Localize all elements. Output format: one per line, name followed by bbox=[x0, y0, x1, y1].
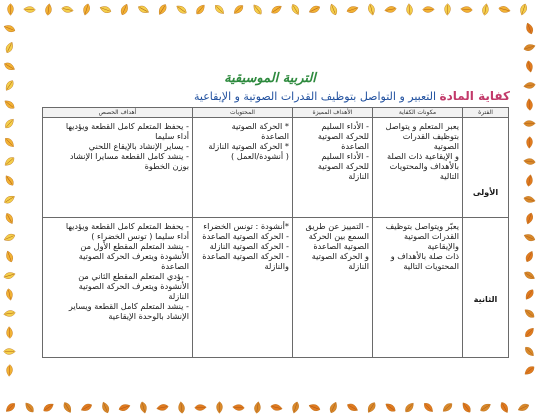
leaf-icon bbox=[270, 3, 283, 16]
leaf-icon bbox=[3, 250, 16, 263]
leaf-icon bbox=[523, 212, 536, 225]
leaf-icon bbox=[523, 155, 536, 168]
subtitle-lead: كفاية المادة bbox=[439, 89, 510, 103]
leaf-icon bbox=[4, 401, 17, 414]
leaf-icon bbox=[118, 401, 131, 414]
leaf-icon bbox=[270, 401, 283, 414]
lessons-cell: - يحفظ المتعلم كامل القطعة ويؤديها أداء سليما - يساير الإنشاد بالإيقاع اللحني - ينشد كامل القطعة مسايرا الإنشاد بوزن الخطوة bbox=[43, 118, 193, 218]
leaf-icon bbox=[523, 345, 536, 358]
page-title: التربية الموسيقية bbox=[224, 71, 316, 86]
leaf-icon bbox=[3, 41, 16, 54]
leaf-icon bbox=[523, 136, 536, 149]
leaf-icon bbox=[403, 401, 416, 414]
leaf-icon bbox=[523, 193, 536, 206]
period-label: الأولى bbox=[472, 186, 499, 197]
period-label: الثانية bbox=[473, 293, 498, 304]
leaf-icon bbox=[80, 401, 93, 414]
leaf-icon bbox=[137, 3, 150, 16]
leaf-icon bbox=[3, 155, 16, 168]
leaf-icon bbox=[3, 364, 16, 377]
period-cell bbox=[463, 118, 509, 218]
subtitle-text: التعبير و التواصل بتوظيف القدرات الصوتية و الإيقاعية bbox=[194, 90, 436, 103]
leaf-icon bbox=[3, 174, 16, 187]
leaf-icon bbox=[498, 3, 511, 16]
leaf-icon bbox=[365, 3, 378, 16]
leaf-icon bbox=[232, 401, 245, 414]
table-header-row bbox=[43, 108, 509, 118]
leaf-icon bbox=[3, 269, 16, 282]
leaf-icon bbox=[3, 307, 16, 320]
leaf-icon bbox=[308, 3, 321, 16]
leaf-icon bbox=[403, 3, 416, 16]
leaf-icon bbox=[365, 401, 378, 414]
leaf-icon bbox=[441, 401, 454, 414]
leaf-icon bbox=[99, 401, 112, 414]
leaf-icon bbox=[3, 193, 16, 206]
leaf-icon bbox=[80, 3, 93, 16]
table-row bbox=[43, 118, 509, 218]
leaf-icon bbox=[523, 174, 536, 187]
leaf-icon bbox=[289, 401, 302, 414]
leaf-icon bbox=[4, 3, 17, 16]
header-contents: المحتويات bbox=[193, 108, 293, 118]
leaf-icon bbox=[137, 401, 150, 414]
leaf-icon bbox=[3, 212, 16, 225]
lessons-cell: - يحفظ المتعلم كامل القطعة ويؤديها أداء سليما ( تونس الخضراء ) - ينشد المتعلم المقطع الأول من الأنشودة ويتعرف الحركة الصوتية الصاعدة - يؤدي المتعلم المقطع الثاني من الأنشودة ويتعرف الحركة الصوتية النازلة - ينشد المتعلم كامل القطعة ويساير الإنشاد بالوحدة الإيقاعية bbox=[43, 218, 193, 358]
leaf-icon bbox=[175, 3, 188, 16]
leaf-icon bbox=[523, 41, 536, 54]
leaf-icon bbox=[289, 3, 302, 16]
leaf-icon bbox=[517, 3, 530, 16]
leaf-icon bbox=[479, 401, 492, 414]
leaf-icon bbox=[3, 136, 16, 149]
leaf-icon bbox=[3, 117, 16, 130]
leaf-icon bbox=[523, 22, 536, 35]
leaf-icon bbox=[384, 3, 397, 16]
leaf-icon bbox=[523, 98, 536, 111]
leaf-icon bbox=[422, 401, 435, 414]
leaf-icon bbox=[42, 3, 55, 16]
leaf-icon bbox=[327, 3, 340, 16]
leaf-icon bbox=[460, 401, 473, 414]
leaf-icon bbox=[523, 364, 536, 377]
leaf-icon bbox=[523, 117, 536, 130]
leaf-icon bbox=[118, 3, 131, 16]
leaf-icon bbox=[523, 250, 536, 263]
contents-cell: *أنشودة : تونس الخضراء - الحركة الصوتية الصاعدة - الحركة الصوتية النازلة - الحركة الصوتية الصاعدة والنازلة bbox=[193, 218, 293, 358]
leaf-icon bbox=[251, 3, 264, 16]
leaf-icon bbox=[523, 269, 536, 282]
header-period: الفترة bbox=[463, 108, 509, 118]
leaf-icon bbox=[3, 288, 16, 301]
objectives-cell: - التمييز عن طريق السمع بين الحركة الصوتية الصاعدة و الحركة الصوتية النازلة bbox=[293, 218, 373, 358]
leaf-icon bbox=[384, 401, 397, 414]
leaf-icon bbox=[3, 345, 16, 358]
table-row bbox=[43, 218, 509, 358]
competency-cell: يعبر المتعلم و يتواصل بتوظيف القدرات الصوتية و الإيقاعية ذات الصلة بالأهداف والمحتويات التالية bbox=[373, 118, 463, 218]
leaf-icon bbox=[3, 326, 16, 339]
leaf-icon bbox=[61, 401, 74, 414]
leaf-icon bbox=[308, 401, 321, 414]
header-objectives: الأهداف المميزة bbox=[293, 108, 373, 118]
leaf-icon bbox=[498, 401, 511, 414]
leaf-icon bbox=[460, 3, 473, 16]
leaf-icon bbox=[3, 98, 16, 111]
leaf-icon bbox=[23, 401, 36, 414]
leaf-icon bbox=[194, 401, 207, 414]
leaf-icon bbox=[422, 3, 435, 16]
contents-cell: * الحركة الصوتية الصاعدة * الحركة الصوتية النازلة ( أنشودة/العمل ) bbox=[193, 118, 293, 218]
curriculum-table bbox=[42, 107, 509, 358]
leaf-icon bbox=[3, 231, 16, 244]
leaf-icon bbox=[156, 3, 169, 16]
leaf-icon bbox=[523, 326, 536, 339]
leaf-icon bbox=[346, 3, 359, 16]
leaf-icon bbox=[213, 3, 226, 16]
header-lessons: أهداف الحصص bbox=[43, 108, 193, 118]
leaf-icon bbox=[156, 401, 169, 414]
leaf-icon bbox=[441, 3, 454, 16]
header-competency: مكونات الكفاية bbox=[373, 108, 463, 118]
leaf-icon bbox=[523, 231, 536, 244]
period-cell bbox=[463, 218, 509, 358]
objectives-cell: - الأداء السليم للحركة الصوتية الصاعدة - الأداء السليم للحركة الصوتية النازلة bbox=[293, 118, 373, 218]
leaf-icon bbox=[251, 401, 264, 414]
leaf-icon bbox=[523, 288, 536, 301]
leaf-icon bbox=[213, 401, 226, 414]
leaf-icon bbox=[517, 401, 530, 414]
leaf-icon bbox=[346, 401, 359, 414]
leaf-icon bbox=[194, 3, 207, 16]
leaf-icon bbox=[42, 401, 55, 414]
leaf-icon bbox=[232, 3, 245, 16]
leaf-icon bbox=[175, 401, 188, 414]
leaf-icon bbox=[99, 3, 112, 16]
leaf-icon bbox=[23, 3, 36, 16]
leaf-icon bbox=[327, 401, 340, 414]
leaf-icon bbox=[3, 22, 16, 35]
leaf-icon bbox=[479, 3, 492, 16]
leaf-icon bbox=[523, 307, 536, 320]
competency-cell: يعبّر ويتواصل بتوظيف القدرات الصوتية والإيقاعية ذات صلة بالأهداف و المحتويات التالية bbox=[373, 218, 463, 358]
page-subtitle bbox=[60, 89, 510, 103]
leaf-icon bbox=[61, 3, 74, 16]
